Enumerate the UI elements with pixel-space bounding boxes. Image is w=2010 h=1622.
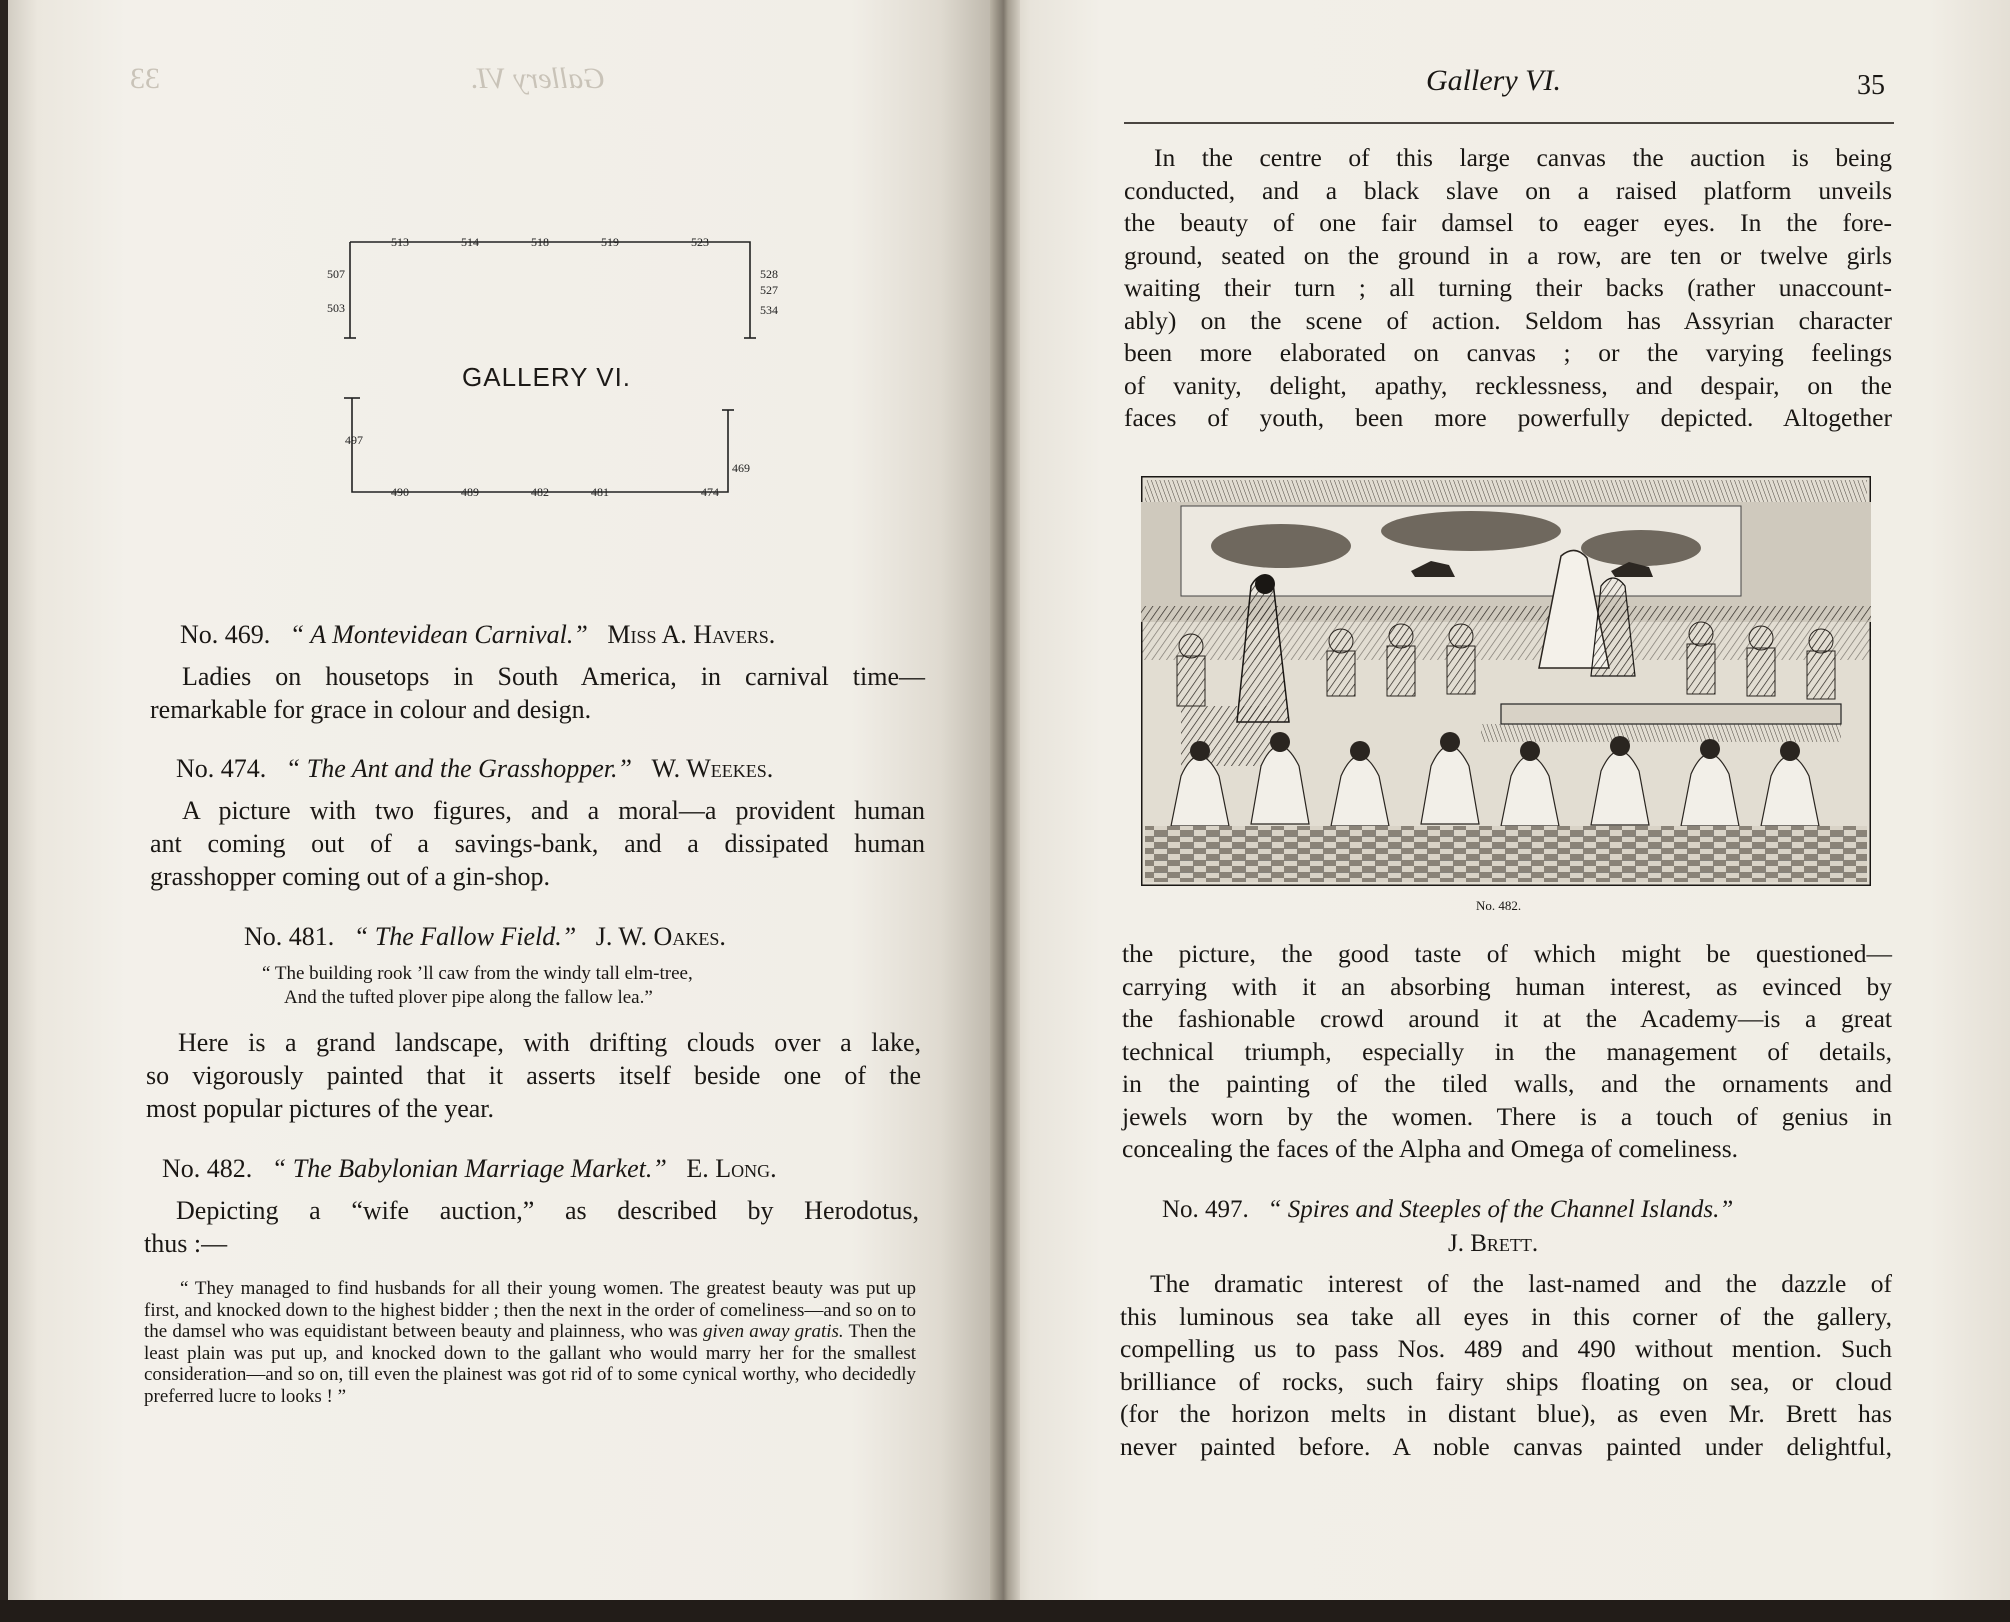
running-head: Gallery VI. [1426,64,1561,97]
entry-481-body [146,1026,921,1125]
entry-481-header [244,922,726,952]
plan-room-number: 518 [531,235,549,249]
entry-title: “ The Babylonian Marriage Market.” [271,1154,667,1183]
plan-room-number: 513 [391,235,409,249]
body-line: technical triumph, especially in the management of details, [1122,1036,1892,1066]
engraving-illustration [1141,476,1871,886]
entry-title: “ The Ant and the Grasshopper.” [285,754,633,783]
body-line: remarkable for grace in colour and design. [150,695,592,724]
entry-number: No. 481. [244,922,335,951]
entry-title: “ Spires and Steeples of the Channel Islands.” [1267,1196,1734,1223]
plan-room-number: 490 [391,485,409,499]
bleed-through-page-number: 33 [130,62,160,95]
entry-497-artist [1448,1230,1538,1258]
entry-artist: J. W. Oakes. [595,922,726,951]
plan-room-number: 528 [760,267,778,281]
body-line: carrying with it an absorbing human interest, as evinced by [1122,971,1892,1001]
body-line: Depicting a “wife auction,” as described by Herodotus, [176,1196,919,1225]
body-line: concealing the faces of the Alpha and Omega of comeliness. [1122,1134,1739,1163]
entry-482-header [162,1154,777,1184]
quote-text: “ They managed to find husbands for all their young women. The greatest beauty was put up first, and knocked down to the highest bidder ; then the next in the order of comeliness—and so on to the damsel who was equidistant between beauty and plainness, who was [144,1278,916,1342]
entry-number: No. 474. [176,754,267,783]
quote-italic-text: given away gratis. [702,1321,844,1342]
plan-room-number: 527 [760,283,778,297]
plan-room-number: 523 [691,235,709,249]
body-line: so vigorously painted that it asserts itself beside one of the [146,1061,921,1090]
entry-number: No. 497. [1162,1196,1249,1223]
page-number: 35 [1857,70,1885,101]
entry-number: No. 482. [162,1154,253,1183]
plan-room-number: 497 [345,433,363,447]
body-line: of vanity, delight, apathy, recklessness, and despair, on the [1124,370,1892,400]
gallery-title: GALLERY VI. [462,362,632,392]
body-line: jewels worn by the women. There is a touch of genius in [1122,1101,1892,1131]
body-line: never painted before. A noble canvas painted under delightful, [1120,1431,1892,1461]
body-line: the picture, the good taste of which might be questioned— [1122,939,1892,968]
bottom-edge [0,1600,2010,1622]
entry-artist: J. Brett. [1448,1230,1539,1257]
body-line: grasshopper coming out of a gin-shop. [150,862,551,891]
entry-482-body [144,1194,919,1260]
body-line: conducted, and a black slave on a raised platform unveils [1124,175,1892,205]
entry-482-herodotus-quote [144,1278,916,1407]
plan-room-number: 514 [461,235,479,249]
plan-room-number: 534 [760,303,778,317]
body-line: A picture with two figures, and a moral—a provident human [182,796,925,825]
body-line: this luminous sea take all eyes in this corner of the gallery, [1120,1301,1892,1331]
body-line: ground, seated on the ground in a row, are ten or twelve girls [1124,240,1892,270]
quote-line: And the tufted plover pipe along the fallow lea.” [284,987,653,1008]
body-line: thus :— [144,1229,228,1258]
entry-469-body [150,660,925,726]
plan-room-number: 481 [591,485,609,499]
quote-text: Then the least plain was put up, and knocked down to the gallant who would marry her for the smallest consideration—and so on, till even the plainest was got rid of to some cynical worthy, who decidedly preferred lucre to looks ! ” [144,1321,916,1407]
body-line: brilliance of rocks, such fairy ships floating on sea, or cloud [1120,1366,1892,1396]
body-line: in the painting of the tiled walls, and the ornaments and [1122,1069,1892,1098]
entry-artist: W. Weekes. [651,754,774,783]
paragraph-1 [1124,142,1892,435]
body-line: Here is a grand landscape, with drifting clouds over a lake, [178,1028,921,1057]
header-rule [1124,122,1894,124]
body-line: waiting their turn ; all turning their backs (rather unaccount- [1124,273,1892,302]
entry-title: “ The Fallow Field.” [353,922,577,951]
plan-room-number: 474 [701,485,719,499]
entry-title: “ A Montevidean Carnival.” [289,620,588,649]
body-line: In the centre of this large canvas the auction is being [1154,143,1892,172]
plan-room-number: 482 [531,485,549,499]
book-gutter [990,0,1020,1600]
paragraph-3 [1120,1268,1892,1463]
bleed-through-running-head: Gallery VI. [470,62,605,95]
plan-room-number: 503 [327,301,345,315]
entry-497-header [1162,1196,1733,1224]
body-line: ant coming out of a savings-bank, and a dissipated human [150,829,925,858]
body-line: the beauty of one fair damsel to eager eyes. In the fore- [1124,208,1892,237]
quote-line: “ The building rook ’ll caw from the windy tall elm-tree, [262,963,693,984]
body-line: Ladies on housetops in South America, in carnival time— [182,662,925,691]
body-line: the fashionable crowd around it at the Academy—is a great [1122,1004,1892,1033]
entry-artist: Miss A. Havers. [607,620,776,649]
plan-room-number: 507 [327,267,345,281]
body-line: been more elaborated on canvas ; or the varying feelings [1124,338,1892,367]
body-line: most popular pictures of the year. [146,1094,495,1123]
figure-caption: No. 482. [1476,898,1522,913]
entry-artist: E. Long. [686,1154,777,1183]
plan-room-number: 519 [601,235,619,249]
paragraph-2 [1122,938,1892,1166]
body-line: ably) on the scene of action. Seldom has Assyrian character [1124,305,1892,335]
body-line: faces of youth, been more powerfully depicted. Altogether [1124,403,1892,432]
plan-room-number: 469 [732,461,750,475]
entry-474-header [176,754,773,784]
body-line: (for the horizon melts in distant blue), as even Mr. Brett has [1120,1399,1892,1428]
plan-room-number: 489 [461,485,479,499]
body-line: compelling us to pass Nos. 489 and 490 without mention. Such [1120,1334,1892,1363]
entry-number: No. 469. [180,620,271,649]
entry-481-quote [262,962,693,1010]
entry-469-header [180,620,775,650]
body-line: The dramatic interest of the last-named and the dazzle of [1150,1269,1892,1298]
entry-474-body [150,794,925,893]
